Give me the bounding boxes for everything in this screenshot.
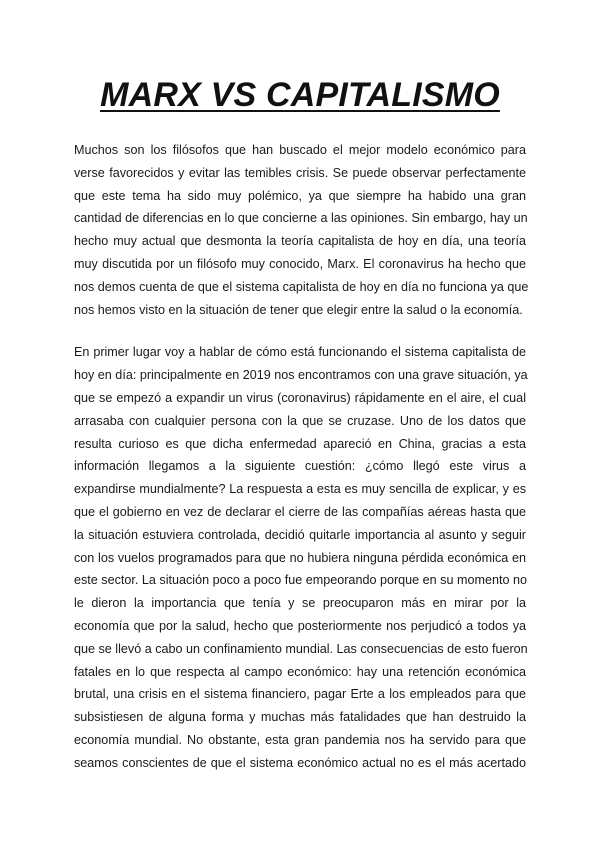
- text-line: la situación estuviera controlada, decidió quitarle importancia al asunto y seguir: [74, 527, 526, 542]
- text-line: verse favorecidos y evitar las temibles crisis. Se puede observar perfectamente: [74, 165, 526, 180]
- text-line: le dieron la importancia que tenía y se preocuparon más en mirar por la: [74, 596, 526, 611]
- text-line: que se llevó a cabo un confinamiento mundial. Las consecuencias de esto fueron: [74, 641, 528, 656]
- paragraph-1: [74, 139, 529, 321]
- text-line: que se empezó a expandir un virus (coronavirus) rápidamente en el aire, el cual: [74, 390, 526, 405]
- text-line: economía mundial. No obstante, esta gran pandemia nos ha servido para que: [74, 732, 526, 747]
- text-line: resulta curioso es que dicha enfermedad apareció en China, gracias a esta: [74, 436, 526, 451]
- text-line: con los vuelos programados para que no hubiera ninguna pérdida económica en: [74, 550, 526, 565]
- text-line: hecho muy actual que desmonta la teoría capitalista de hoy en día, una teoría: [74, 234, 526, 249]
- text-line: información llegamos a la siguiente cuestión: ¿cómo llegó este virus a: [74, 459, 526, 474]
- text-line: economía que por la salud, hecho que posteriormente nos perjudicó a todos ya: [74, 618, 526, 633]
- text-line: hoy en día: principalmente en 2019 nos encontramos con una grave situación, ya: [74, 368, 528, 383]
- text-line: que este tema ha sido muy polémico, ya que siempre ha habido una gran: [74, 188, 526, 203]
- text-line: arrasaba con cualquier persona con la que se cruzase. Uno de los datos que: [74, 413, 526, 428]
- paragraph-2: [74, 341, 526, 774]
- document-body: [74, 139, 529, 775]
- text-line: En primer lugar voy a hablar de cómo está funcionando el sistema capitalista de: [74, 345, 526, 360]
- text-line: nos demos cuenta de que el sistema capitalista de hoy en día no funciona ya que: [74, 279, 529, 294]
- text-line: este sector. La situación poco a poco fue empeorando porque en su momento no: [74, 573, 527, 588]
- text-line: cantidad de diferencias en lo que concierne a las opiniones. Sin embargo, hay un: [74, 211, 528, 226]
- text-line: nos hemos visto en la situación de tener que elegir entre la salud o la economía.: [74, 302, 523, 317]
- text-line: brutal, una crisis en el sistema financiero, pagar Erte a los empleados para que: [74, 687, 526, 702]
- text-line: seamos conscientes de que el sistema económico actual no es el más acertado: [74, 755, 526, 770]
- text-line: fatales en lo que respecta al campo económico: hay una retención económica: [74, 664, 526, 679]
- text-line: subsistiesen de alguna forma y muchas más fatalidades que han destruido la: [74, 710, 526, 725]
- text-line: muy discutida por un filósofo muy conocido, Marx. El coronavirus ha hecho que: [74, 256, 526, 271]
- text-line: expandirse mundialmente? La respuesta a esta es muy sencilla de explicar, y es: [74, 482, 526, 497]
- text-line: Muchos son los filósofos que han buscado el mejor modelo económico para: [74, 143, 526, 157]
- document-title: MARX VS CAPITALISMO: [100, 76, 500, 114]
- text-line: que el gobierno en vez de declarar el cierre de las compañías aéreas hasta que: [74, 504, 526, 519]
